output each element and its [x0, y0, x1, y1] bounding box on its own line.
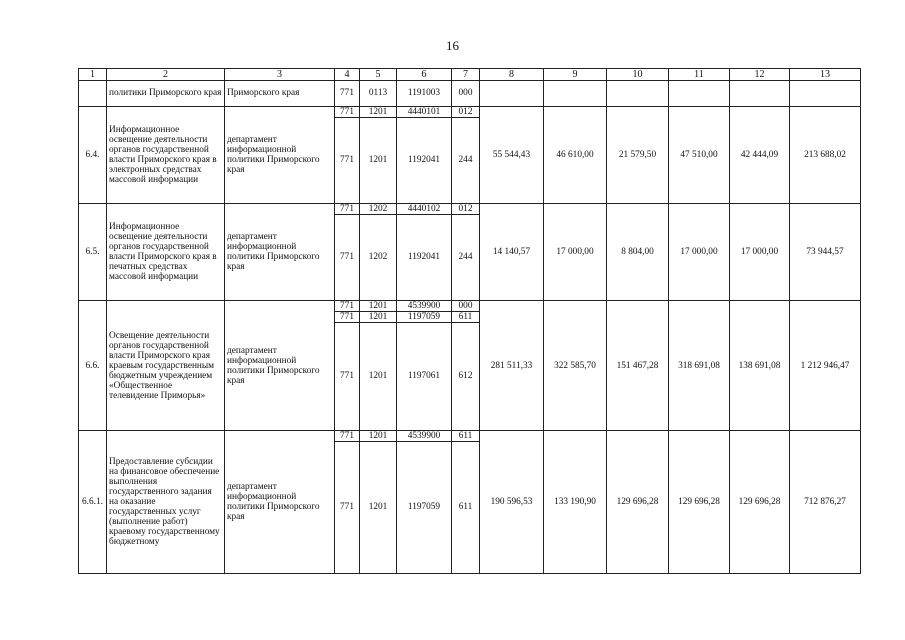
header-cell: 13	[790, 69, 861, 81]
header-cell: 8	[480, 69, 544, 81]
amount: 14 140,57	[480, 204, 544, 301]
amount: 47 510,00	[669, 107, 730, 204]
code-cell: 771	[335, 81, 360, 107]
code-cell: 244	[452, 215, 480, 301]
code-cell: 0113	[360, 81, 397, 107]
code-cell: 000	[452, 301, 480, 312]
code-cell: 1192041	[397, 215, 452, 301]
code-cell: 1201	[360, 118, 397, 204]
code-cell: 1202	[360, 204, 397, 215]
code-cell: 1197059	[397, 442, 452, 574]
amount: 318 691,08	[669, 301, 730, 431]
agency: департамент информационной политики Приморского края	[225, 107, 335, 204]
amount: 129 696,28	[607, 431, 669, 574]
amount-total: 213 688,02	[790, 107, 861, 204]
code-cell: 1201	[360, 431, 397, 442]
item-name: Освещение деятельности органов государственной власти Приморского края краевым государственным бюджетным учреждением «Общественное телевидение Приморья»	[107, 301, 225, 431]
table-row	[79, 81, 861, 107]
budget-table	[78, 68, 861, 574]
code-cell: 244	[452, 118, 480, 204]
page-number: 16	[446, 38, 459, 53]
code-cell: 1201	[360, 107, 397, 118]
header-cell: 2	[107, 69, 225, 81]
item-number: 6.6.	[79, 301, 107, 431]
header-cell: 9	[544, 69, 607, 81]
amount: 8 804,00	[607, 204, 669, 301]
table-row	[79, 431, 861, 442]
amount: 17 000,00	[730, 204, 790, 301]
header-cell: 12	[730, 69, 790, 81]
header-cell: 5	[360, 69, 397, 81]
amount-total: 712 876,27	[790, 431, 861, 574]
code-cell: 4539900	[397, 301, 452, 312]
amount: 151 467,28	[607, 301, 669, 431]
agency: Приморского края	[225, 81, 335, 107]
code-cell: 771	[335, 431, 360, 442]
header-cell: 4	[335, 69, 360, 81]
code-cell: 771	[335, 312, 360, 323]
code-cell: 1201	[360, 442, 397, 574]
code-cell: 771	[335, 442, 360, 574]
code-cell: 611	[452, 431, 480, 442]
table-row	[79, 301, 861, 312]
header-cell: 3	[225, 69, 335, 81]
amount: 190 596,53	[480, 431, 544, 574]
item-number: 6.6.1.	[79, 431, 107, 574]
code-cell: 771	[335, 215, 360, 301]
header-cell: 7	[452, 69, 480, 81]
header-cell: 10	[607, 69, 669, 81]
item-name: политики Приморского края	[107, 81, 225, 107]
code-cell: 4440101	[397, 107, 452, 118]
amount-total: 1 212 946,47	[790, 301, 861, 431]
code-cell: 1192041	[397, 118, 452, 204]
amount: 129 696,28	[730, 431, 790, 574]
agency: департамент информационной политики Приморского края	[225, 301, 335, 431]
code-cell: 1202	[360, 215, 397, 301]
code-cell: 771	[335, 118, 360, 204]
item-name: Предоставление субсидии на финансовое обеспечение выполнения государственного задания на оказание государственных услуг (выполнение работ) краевому государственному бюджетному	[107, 431, 225, 574]
agency: департамент информационной политики Приморского края	[225, 431, 335, 574]
amount: 42 444,09	[730, 107, 790, 204]
code-cell: 612	[452, 323, 480, 431]
code-cell: 611	[452, 312, 480, 323]
amount: 138 691,08	[730, 301, 790, 431]
item-name: Информационное освещение деятельности органов государственной власти Приморского края в электронных средствах массовой информации	[107, 107, 225, 204]
amount: 46 610,00	[544, 107, 607, 204]
code-cell: 1201	[360, 323, 397, 431]
code-cell: 4440102	[397, 204, 452, 215]
code-cell: 1197061	[397, 323, 452, 431]
code-cell: 1201	[360, 301, 397, 312]
code-cell: 771	[335, 107, 360, 118]
code-cell: 1201	[360, 312, 397, 323]
amount: 133 190,90	[544, 431, 607, 574]
table-row	[79, 107, 861, 118]
item-number: 6.4.	[79, 107, 107, 204]
agency: департамент информационной политики Приморского края	[225, 204, 335, 301]
amount: 129 696,28	[669, 431, 730, 574]
header-cell: 11	[669, 69, 730, 81]
code-cell: 012	[452, 204, 480, 215]
code-cell: 1197059	[397, 312, 452, 323]
table-row	[79, 204, 861, 215]
amount: 17 000,00	[669, 204, 730, 301]
item-name: Информационное освещение деятельности органов государственной власти Приморского края в печатных средствах массовой информации	[107, 204, 225, 301]
amount: 322 585,70	[544, 301, 607, 431]
code-cell: 1191003	[397, 81, 452, 107]
code-cell: 000	[452, 81, 480, 107]
code-cell: 4539900	[397, 431, 452, 442]
amount: 21 579,50	[607, 107, 669, 204]
amount: 281 511,33	[480, 301, 544, 431]
amount: 55 544,43	[480, 107, 544, 204]
code-cell: 771	[335, 204, 360, 215]
header-cell: 6	[397, 69, 452, 81]
item-number: 6.5.	[79, 204, 107, 301]
header-row	[79, 69, 861, 81]
code-cell: 012	[452, 107, 480, 118]
code-cell: 611	[452, 442, 480, 574]
amount-total: 73 944,57	[790, 204, 861, 301]
header-cell: 1	[79, 69, 107, 81]
code-cell: 771	[335, 301, 360, 312]
code-cell: 771	[335, 323, 360, 431]
amount: 17 000,00	[544, 204, 607, 301]
